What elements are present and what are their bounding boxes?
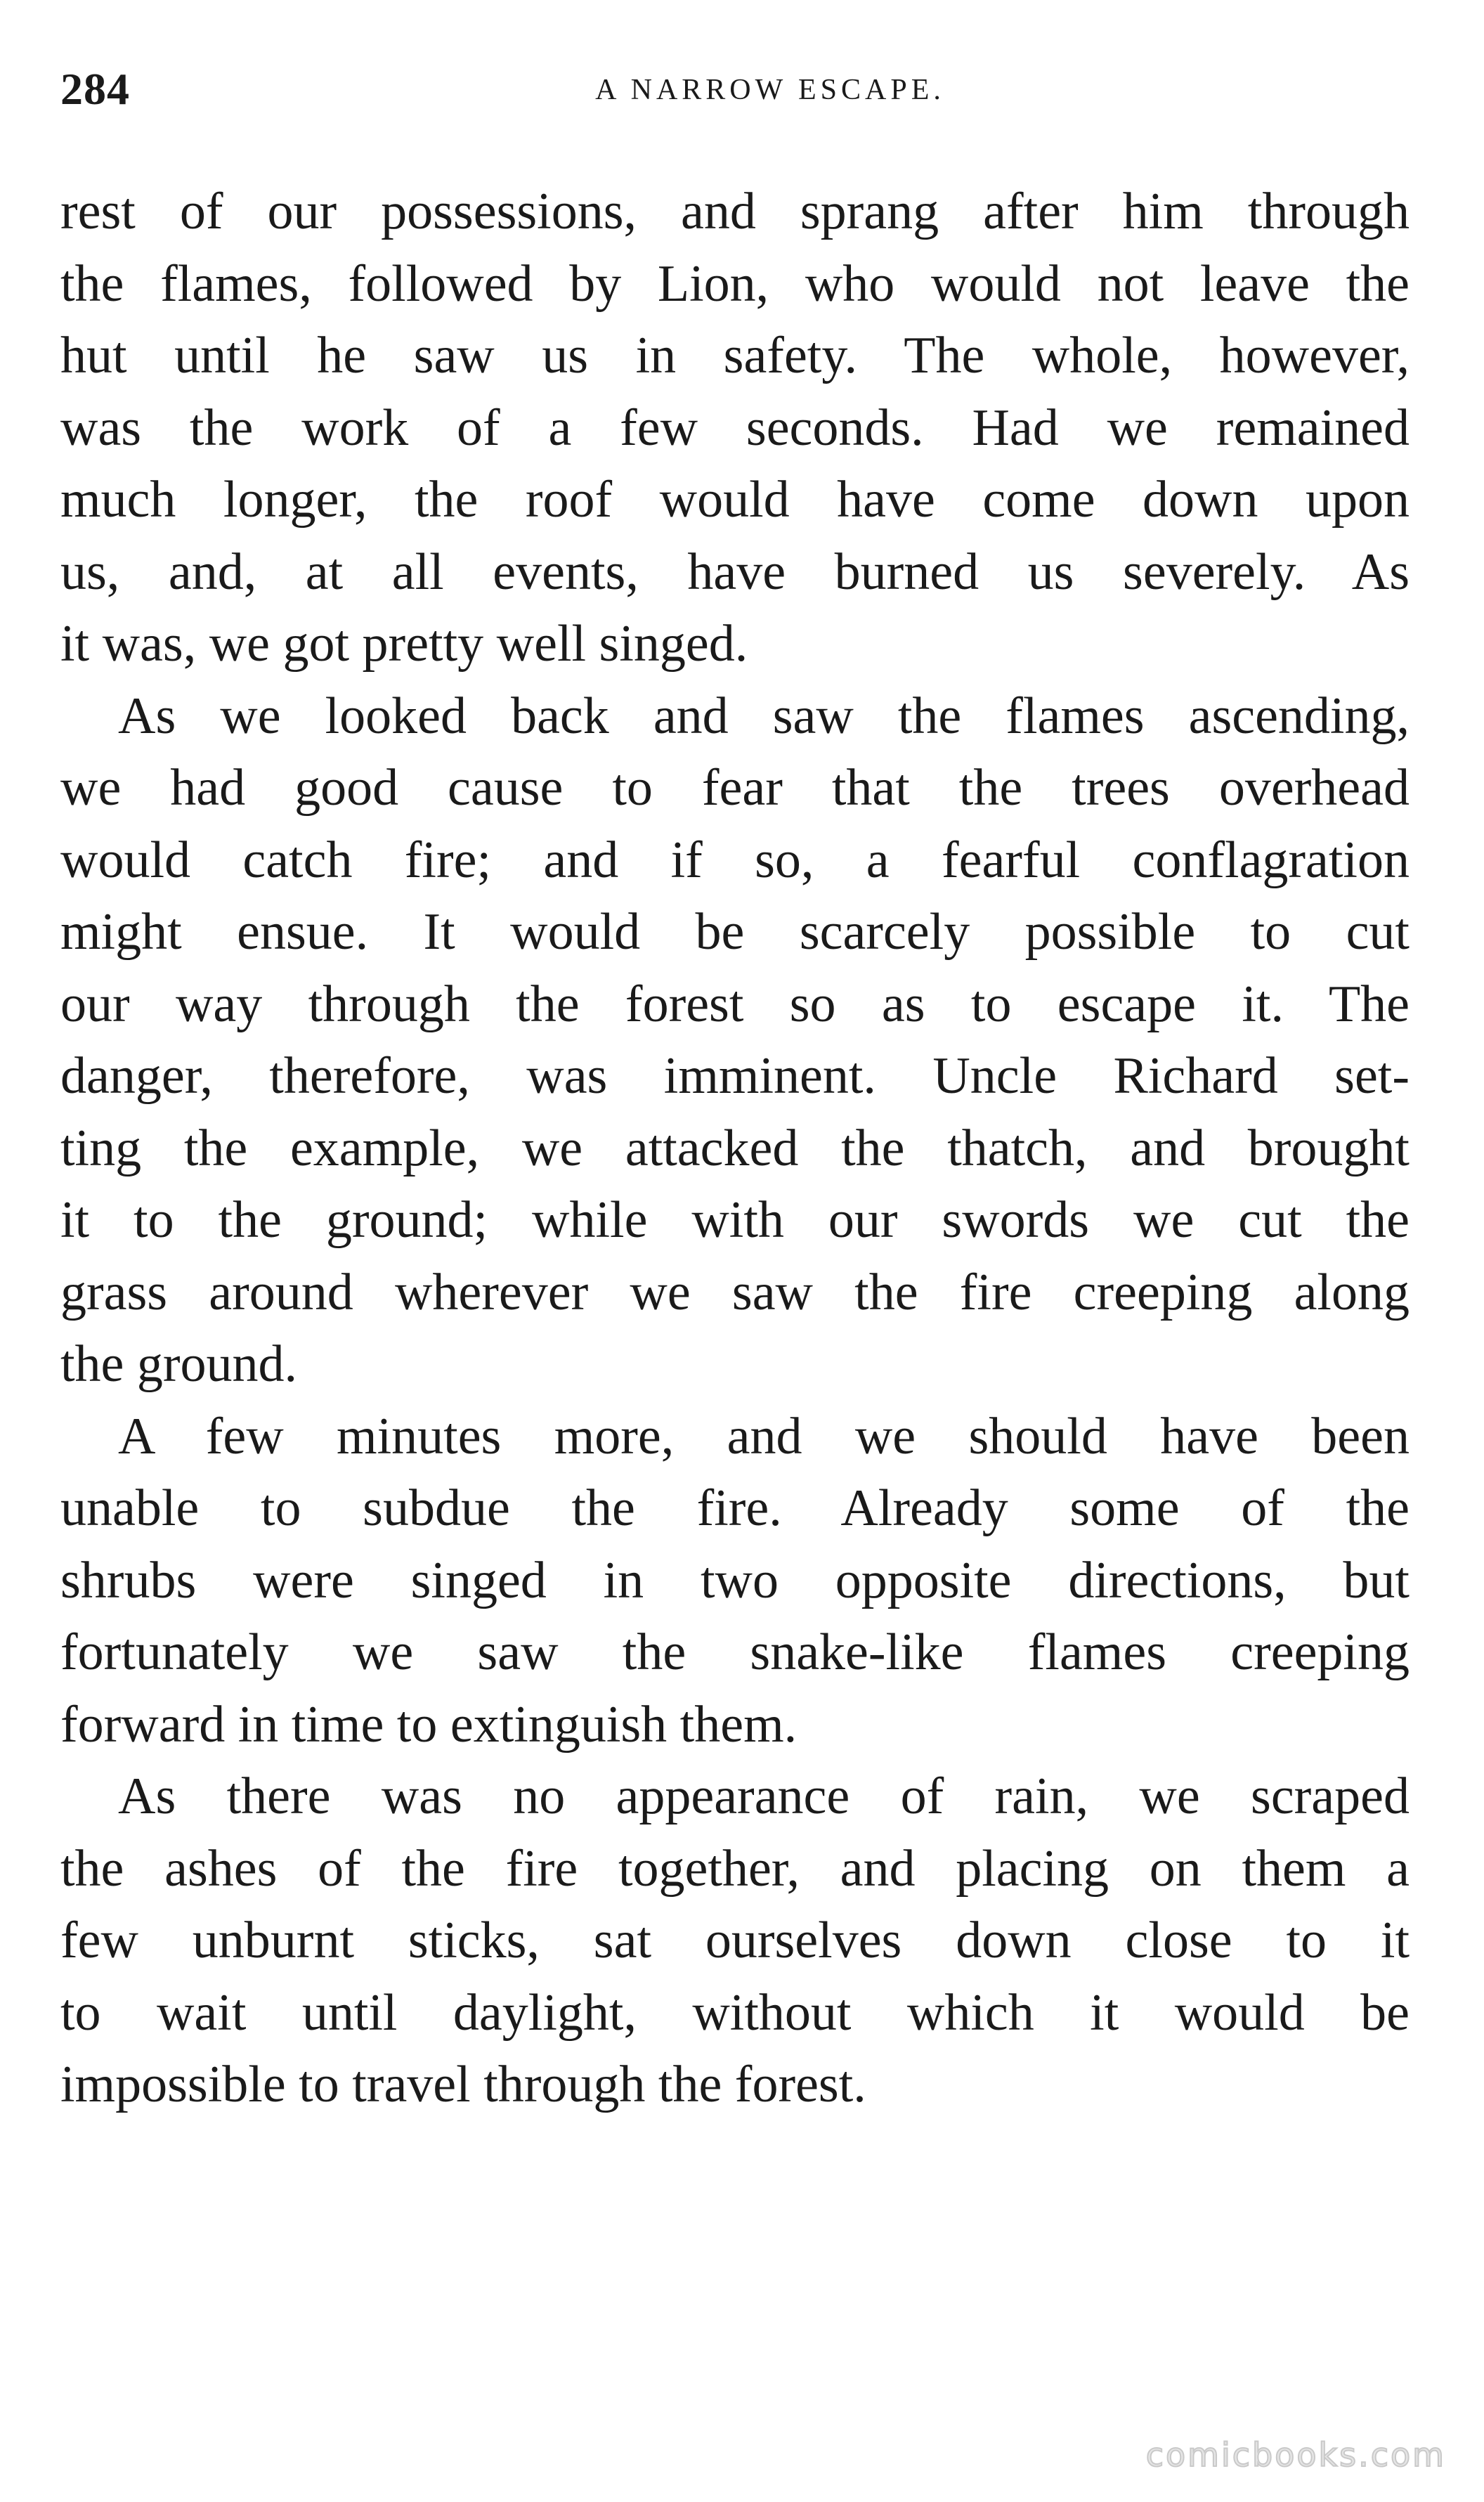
running-title: A NARROW ESCAPE.: [595, 74, 945, 106]
paragraph: [60, 680, 1410, 1401]
text-line: As we looked back and saw the flames ascending,: [118, 687, 1410, 745]
text-line: it to the ground; while with our swords we cut the: [60, 1191, 1410, 1249]
text-line: forward in time to extinguish them.: [60, 1695, 798, 1754]
paragraph: [60, 1401, 1410, 1761]
text-line: would catch fire; and if so, a fearful conflagration: [60, 831, 1410, 889]
text-line: As there was no appearance of rain, we scraped: [118, 1768, 1410, 1825]
text-line: unable to subdue the fire. Already some of the: [60, 1479, 1410, 1537]
watermark: comicbooks.com: [1145, 2436, 1446, 2474]
text-line: the flames, followed by Lion, who would not leave the: [60, 254, 1410, 313]
text-line: few unburnt sticks, sat ourselves down close to it: [60, 1912, 1410, 1969]
text-line: fortunately we saw the snake-like flames creeping: [60, 1623, 1410, 1681]
text-line: shrubs were singed in two opposite directions, but: [60, 1551, 1410, 1609]
running-head: [60, 63, 1410, 119]
body-text: [60, 176, 1410, 2121]
paragraph: [60, 1761, 1410, 2121]
text-line: us, and, at all events, have burned us severely. As: [60, 543, 1410, 601]
page-number: 284: [60, 64, 130, 114]
text-line: our way through the forest so as to escape it. The: [60, 975, 1410, 1033]
text-line: A few minutes more, and we should have been: [118, 1407, 1410, 1465]
text-line: rest of our possessions, and sprang after him through: [60, 183, 1410, 240]
text-line: ting the example, we attacked the thatch, and brought: [60, 1119, 1410, 1177]
text-line: much longer, the roof would have come down upon: [60, 471, 1410, 529]
text-line: to wait until daylight, without which it would be: [60, 1983, 1410, 2042]
text-line: impossible to travel through the forest.: [60, 2056, 866, 2113]
text-line: the ashes of the fire together, and placing on them a: [60, 1839, 1410, 1898]
text-line: we had good cause to fear that the trees overhead: [60, 759, 1410, 817]
text-line: hut until he saw us in safety. The whole, however,: [60, 327, 1410, 384]
text-line: might ensue. It would be scarcely possible to cut: [60, 903, 1410, 961]
text-line: danger, therefore, was imminent. Uncle Richard set-: [60, 1047, 1410, 1105]
text-line: was the work of a few seconds. Had we remained: [60, 398, 1410, 457]
paragraph: [60, 176, 1410, 680]
text-line: the ground.: [60, 1335, 298, 1393]
text-line: it was, we got pretty well singed.: [60, 615, 748, 673]
text-line: grass around wherever we saw the fire creeping along: [60, 1263, 1410, 1321]
